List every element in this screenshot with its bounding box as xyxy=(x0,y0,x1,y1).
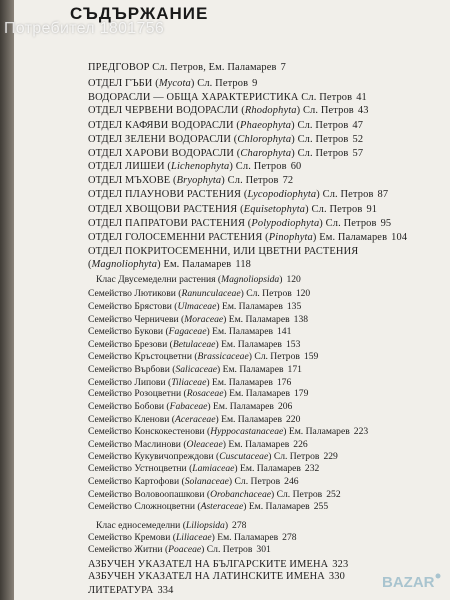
toc-entry-label: Семейство Брястови xyxy=(88,300,172,312)
toc-entry-latin: Liliopsida xyxy=(185,520,225,532)
toc-entry: Семейство Бобови (Fabaceae) Ем. Паламарев 206 xyxy=(88,401,293,413)
toc-entry-label: Семейство Устноцветни xyxy=(88,463,187,475)
toc-entry-authors: Ем. Паламарев xyxy=(228,313,290,325)
toc-entry-authors: Сл. Петров, Ем. Паламарев xyxy=(152,62,277,73)
toc-entry-latin: Magnoliopsida xyxy=(221,273,280,285)
toc-entry-latin: Lamiaceae xyxy=(192,463,235,475)
toc-entry: Семейство Конскокестенови (Hyppocastanaceae) Ем. Паламарев 223 xyxy=(88,426,369,438)
toc-entry-latin: Rosaceae xyxy=(186,388,224,400)
toc-entry: Семейство Букови (Fagaceae) Ем. Паламарев 141 xyxy=(88,326,292,338)
toc-entry-label: ОТДЕЛ ХАРОВИ ВОДОРАСЛИ xyxy=(88,147,235,159)
bazar-logo-text: BAZAR xyxy=(382,574,435,591)
toc-entry-authors: Сл. Петров xyxy=(322,189,374,201)
toc-entry-authors: Сл. Петров xyxy=(273,450,320,462)
toc-entry-label: Семейство Маслинови xyxy=(88,438,181,450)
toc-entry-authors: Ем. Паламарев xyxy=(229,388,290,400)
page-heading: СЪДЪРЖАНИЕ xyxy=(70,4,209,23)
toc-entry-authors: Сл. Петров xyxy=(235,161,287,173)
toc-entry-label: ОТДЕЛ ПОКРИТОСЕМЕННИ, ИЛИ ЦВЕТНИ РАСТЕНИЯ xyxy=(88,245,359,257)
toc-entry xyxy=(88,92,367,103)
toc-entry-page: 179 xyxy=(293,388,309,400)
toc-entry-page: 246 xyxy=(284,475,299,487)
toc-entry-label: Семейство Букови xyxy=(88,326,164,338)
toc-entry-authors: Ем. Паламарев xyxy=(288,426,350,438)
toc-entry: Семейство Брезови (Betulaceae) Ем. Паламарев 153 xyxy=(88,338,301,350)
toc-entry: ОТДЕЛ ХАРОВИ ВОДОРАСЛИ (Charophyta) Сл. Петров 57 xyxy=(88,147,364,159)
toc-entry-label: Семейство Бобови xyxy=(88,401,164,413)
toc-entry-authors: Сл. Петров xyxy=(197,78,249,90)
toc-entry-latin: Brassicaceae xyxy=(197,351,249,363)
toc-entry-latin: Mycota xyxy=(158,78,191,90)
toc-entry-latin: Phaeophyta xyxy=(240,119,292,131)
toc-entry-latin: Ranunculaceae xyxy=(181,288,241,300)
toc-entry-label: Семейство Брезови xyxy=(88,338,168,350)
toc-entry-authors: Сл. Петров xyxy=(311,203,363,215)
toc-entry-label: Семейство Лютикови xyxy=(88,288,176,300)
toc-entry-page: 104 xyxy=(391,232,408,244)
toc-entry: Клас Двусемеделни растения (Magnoliopsida) 120 xyxy=(96,273,301,285)
toc-entry-page: 176 xyxy=(276,376,292,388)
toc-entry-latin: Lycopodiophyta xyxy=(247,189,317,201)
toc-entry: ОТДЕЛ ПЛАУНОВИ РАСТЕНИЯ (Lycopodiophyta) Сл. Петров 87 xyxy=(88,189,389,201)
toc-entry-label: Семейство Кръстоцветни xyxy=(88,351,192,363)
toc-entry-label: ОТДЕЛ МЪХОВЕ xyxy=(88,174,171,186)
toc-entry-page: 95 xyxy=(380,217,392,229)
logo-dot-icon xyxy=(436,574,441,579)
toc-entry-page: 91 xyxy=(366,203,378,215)
toc-entry-page: 229 xyxy=(323,450,338,462)
toc-entry-page: 43 xyxy=(357,105,369,117)
toc-entry-label: Семейство Розоцветни xyxy=(88,388,182,400)
toc-entry-authors: Сл. Петров xyxy=(297,119,349,131)
book-page xyxy=(14,0,450,600)
toc-entry-label: Семейство Липови xyxy=(88,376,166,388)
toc-entry: Семейство Лютикови (Ranunculaceae) Сл. Петров 120 xyxy=(88,288,311,300)
toc-entry-authors: Ем. Паламарев xyxy=(228,438,290,450)
toc-entry-latin: Asteraceae xyxy=(200,501,244,513)
toc-entry-page: 220 xyxy=(285,413,301,425)
toc-entry-authors: Ем. Паламарев xyxy=(212,326,273,338)
toc-entry: Семейство Устноцветни (Lamiaceae) Ем. Паламарев 232 xyxy=(88,463,320,475)
toc-entry-authors: Сл. Петров xyxy=(325,217,377,229)
toc-entry-authors: Ем. Паламарев xyxy=(319,232,388,244)
toc-entry: Семейство Сложноцветни (Asteraceae) Ем. Паламарев 255 xyxy=(88,501,329,513)
toc-entry-label: ОТДЕЛ ПАПРАТОВИ РАСТЕНИЯ xyxy=(88,217,246,229)
toc-entry-label: ОТДЕЛ ГОЛОСЕМЕННИ РАСТЕНИЯ xyxy=(88,232,263,244)
toc-entry-label: Семейство Сложноцветни xyxy=(88,501,195,513)
toc-entry: ОТДЕЛ МЪХОВЕ (Bryophyta) Сл. Петров 72 xyxy=(88,174,294,186)
toc-entry-page: 87 xyxy=(377,189,389,201)
toc-entry-page: 323 xyxy=(332,558,349,570)
toc-entry-page: 252 xyxy=(326,488,341,500)
toc-entry: Семейство Върбови (Salicaceae) Ем. Паламарев 171 xyxy=(88,364,302,376)
toc-entry: ОТДЕЛ ЛИШЕИ (Lichenophyta) Сл. Петров 60 xyxy=(88,161,302,173)
toc-entry: Семейство Липови (Tiliaceae) Ем. Паламарев 176 xyxy=(88,376,292,388)
toc-entry-page: 153 xyxy=(285,338,301,350)
toc-entry-label: АЗБУЧЕН УКАЗАТЕЛ НА ЛАТИНСКИТЕ ИМЕНА xyxy=(88,571,325,583)
toc-entry-page: 41 xyxy=(356,91,367,103)
toc-entry-label: Семейство Кремови xyxy=(88,531,171,543)
toc-entry-page: 118 xyxy=(235,258,252,270)
toc-entry-latin: Cuscutaceae xyxy=(219,450,269,462)
toc-entry-latin: Equisetophyta xyxy=(243,203,306,215)
toc-entry-latin: Moraceae xyxy=(184,313,224,325)
toc-entry: ОТДЕЛ ЧЕРВЕНИ ВОДОРАСЛИ (Rhodophyta) Сл. Петров 43 xyxy=(88,105,369,117)
toc-entry-page: 120 xyxy=(295,288,311,300)
toc-entry-page: 72 xyxy=(282,174,294,186)
toc-entry-label: ОТДЕЛ КАФЯВИ ВОДОРАСЛИ xyxy=(88,119,234,131)
toc-entry-authors: Сл. Петров xyxy=(301,91,353,103)
toc-entry-authors: Сл. Петров xyxy=(234,475,281,487)
toc-entry-label: ОТДЕЛ ГЪБИ xyxy=(88,78,153,90)
toc-entry-authors: Ем. Паламарев xyxy=(217,531,279,543)
toc-entry-authors: Ем. Паламарев xyxy=(248,501,310,513)
toc-entry-label: Семейство Картофови xyxy=(88,475,180,487)
toc-entry-page: 278 xyxy=(282,531,297,543)
toc-entry-latin: Chlorophyta xyxy=(237,134,292,146)
toc-entry: ОТДЕЛ ГОЛОСЕМЕННИ РАСТЕНИЯ (Pinophyta) Ем. Паламарев 104 xyxy=(88,232,408,244)
toc-entry-label: Семейство Върбови xyxy=(88,364,170,376)
toc-entry-authors: Сл. Петров xyxy=(254,351,300,363)
toc-entry-authors: Сл. Петров xyxy=(227,174,279,186)
toc-entry: Семейство Кръстоцветни (Brassicaceae) Сл. Петров 159 xyxy=(88,351,319,363)
toc-entry-latin: Bryophyta xyxy=(176,174,222,186)
toc-entry: ОТДЕЛ ГЪБИ (Mycota) Сл. Петров 9 xyxy=(88,78,258,90)
toc-entry-label: Семейство Кукувичопреждови xyxy=(88,450,214,462)
toc-entry: Семейство Кукувичопреждови (Cuscutaceae) Сл. Петров 229 xyxy=(88,450,338,462)
toc-entry-latin: Lichenophyta xyxy=(171,161,230,173)
toc-entry xyxy=(88,585,174,596)
toc-entry xyxy=(88,246,358,257)
toc-entry-label: ОТДЕЛ ХВОЩОВИ РАСТЕНИЯ xyxy=(88,203,238,215)
toc-entry-authors: Ем. Паламарев xyxy=(221,338,282,350)
toc-entry-authors: Ем. Паламарев xyxy=(213,401,274,413)
toc-entry: (Magnoliophyta) Ем. Паламарев 118 xyxy=(88,258,252,270)
book-edge-shadow xyxy=(0,0,14,600)
toc-entry-label: ОТДЕЛ ЗЕЛЕНИ ВОДОРАСЛИ xyxy=(88,134,232,146)
toc-entry: ОТДЕЛ ЗЕЛЕНИ ВОДОРАСЛИ (Chlorophyta) Сл. Петров 52 xyxy=(88,134,364,146)
toc-entry-latin: Magnoliophyta xyxy=(91,258,158,270)
toc-entry-page: 135 xyxy=(286,300,302,312)
toc-entry-latin: Fabaceae xyxy=(169,401,208,413)
table-of-contents xyxy=(14,0,450,600)
toc-entry xyxy=(88,559,348,570)
toc-entry-page: 159 xyxy=(303,351,319,363)
toc-entry-page: 52 xyxy=(352,134,364,146)
toc-entry-page: 138 xyxy=(293,313,309,325)
toc-entry-label: ОТДЕЛ ПЛАУНОВИ РАСТЕНИЯ xyxy=(88,189,242,201)
toc-entry: ОТДЕЛ ПАПРАТОВИ РАСТЕНИЯ (Polypodiophyta) Сл. Петров 95 xyxy=(88,217,392,229)
toc-entry-page: 226 xyxy=(293,438,308,450)
toc-entry: Семейство Житни (Poaceae) Сл. Петров 301 xyxy=(88,544,271,556)
toc-entry-label: Клас Двусемеделни растения xyxy=(96,273,216,285)
toc-entry-latin: Ulmaceae xyxy=(177,300,217,312)
toc-entry: Семейство Черничеви (Moraceae) Ем. Паламарев 138 xyxy=(88,313,309,325)
toc-entry-authors: Ем. Паламарев xyxy=(221,300,283,312)
toc-entry: Семейство Кремови (Liliaceae) Ем. Паламарев 278 xyxy=(88,531,297,543)
toc-entry-page: 141 xyxy=(277,326,292,338)
toc-entry-latin: Solanaceae xyxy=(184,475,229,487)
toc-entry-authors: Сл. Петров xyxy=(297,147,349,159)
toc-entry-page: 278 xyxy=(232,520,247,532)
toc-entry-authors: Ем. Паламарев xyxy=(221,413,282,425)
toc-entry-label: ОТДЕЛ ЛИШЕИ xyxy=(88,161,165,173)
toc-entry-latin: Fagaceae xyxy=(168,326,207,338)
toc-entry-label: Семейство Кленови xyxy=(88,413,170,425)
toc-entry-page: 7 xyxy=(280,62,286,73)
toc-entry-authors: Ем. Паламарев xyxy=(240,463,301,475)
toc-entry-authors: Сл. Петров xyxy=(297,134,349,146)
toc-entry-latin: Poaceae xyxy=(168,544,202,556)
toc-entry-latin: Betulaceae xyxy=(172,338,216,350)
toc-entry: ОТДЕЛ ХВОЩОВИ РАСТЕНИЯ (Equisetophyta) Сл. Петров 91 xyxy=(88,203,378,215)
toc-entry-page: 60 xyxy=(290,161,302,173)
toc-entry-authors: Сл. Петров xyxy=(276,488,323,500)
toc-entry-page: 334 xyxy=(157,585,174,596)
toc-entry: Семейство Кленови (Aceraceae) Ем. Паламарев 220 xyxy=(88,413,301,425)
toc-entry-label: Семейство Воловоопашкови xyxy=(88,488,205,500)
toc-entry: Клас едносемеделни (Liliopsida) 278 xyxy=(96,520,247,532)
toc-entry-page: 57 xyxy=(352,147,364,159)
toc-entry-page: 330 xyxy=(328,571,345,583)
toc-entry-page: 47 xyxy=(352,119,364,131)
toc-entry: Семейство Воловоопашкови (Orobanchaceae) Сл. Петров 252 xyxy=(88,488,341,500)
toc-entry-latin: Salicaceae xyxy=(175,364,218,376)
toc-entry-page: 223 xyxy=(353,426,369,438)
toc-entry-latin: Tiliaceae xyxy=(171,376,207,388)
toc-entry-label: ОТДЕЛ ЧЕРВЕНИ ВОДОРАСЛИ xyxy=(88,105,239,117)
toc-entry-label: Семейство Черничеви xyxy=(88,313,179,325)
toc-entry-label: ЛИТЕРАТУРА xyxy=(88,585,154,596)
toc-entry-latin: Orobanchaceae xyxy=(210,488,271,500)
toc-entry xyxy=(88,571,345,582)
toc-entry-page: 255 xyxy=(313,501,329,513)
toc-entry: Семейство Картофови (Solanaceae) Сл. Петров 246 xyxy=(88,475,299,487)
toc-entry-latin: Rhodophyta xyxy=(244,105,297,117)
toc-entry-latin: Polypodiophyta xyxy=(251,217,320,229)
toc-entry: Семейство Маслинови (Oleaceae) Ем. Паламарев 226 xyxy=(88,438,308,450)
toc-entry-authors: Сл. Петров xyxy=(206,544,253,556)
toc-entry-authors: Ем. Паламарев xyxy=(222,364,284,376)
toc-entry-label: Семейство Житни xyxy=(88,544,163,556)
toc-entry-page: 301 xyxy=(256,544,271,556)
toc-entry: Семейство Розоцветни (Rosaceae) Ем. Паламарев 179 xyxy=(88,388,309,400)
watermark-text: Потребител 1801756 xyxy=(4,20,165,37)
toc-entry-label: Семейство Конскокестенови xyxy=(88,426,205,438)
toc-entry: ОТДЕЛ КАФЯВИ ВОДОРАСЛИ (Phaeophyta) Сл. Петров 47 xyxy=(88,119,364,131)
toc-entry-page: 171 xyxy=(287,364,302,376)
toc-entry-latin: Pinophyta xyxy=(268,232,313,244)
toc-entry-page: 206 xyxy=(277,401,293,413)
toc-entry-latin: Charophyta xyxy=(240,147,292,159)
toc-entry-latin: Liliaceae xyxy=(175,531,212,543)
toc-entry xyxy=(88,62,286,73)
toc-entry-page: 232 xyxy=(304,463,320,475)
toc-entry-page: 9 xyxy=(252,78,258,90)
toc-entry-latin: Aceraceae xyxy=(174,413,216,425)
toc-entry-page: 120 xyxy=(286,273,301,285)
toc-entry: Семейство Брястови (Ulmaceae) Ем. Паламарев 135 xyxy=(88,300,302,312)
toc-entry-label: Клас едносемеделни xyxy=(96,520,181,532)
toc-entry-label: АЗБУЧЕН УКАЗАТЕЛ НА БЪЛГАРСКИТЕ ИМЕНА xyxy=(88,558,329,570)
toc-entry-latin: Oleaceae xyxy=(186,438,223,450)
toc-entry-authors: Ем. Паламарев xyxy=(211,376,273,388)
toc-entry-authors: Сл. Петров xyxy=(246,288,292,300)
bazar-logo xyxy=(380,566,442,596)
toc-entry-label: ПРЕДГОВОР xyxy=(88,62,150,73)
toc-entry-authors: Сл. Петров xyxy=(302,105,354,117)
toc-entry-latin: Hyppocastanaceae xyxy=(210,426,284,438)
toc-entry-label: ВОДОРАСЛИ — ОБЩА ХАРАКТЕРИСТИКА xyxy=(88,91,299,103)
toc-entry-authors: Ем. Паламарев xyxy=(163,258,232,270)
